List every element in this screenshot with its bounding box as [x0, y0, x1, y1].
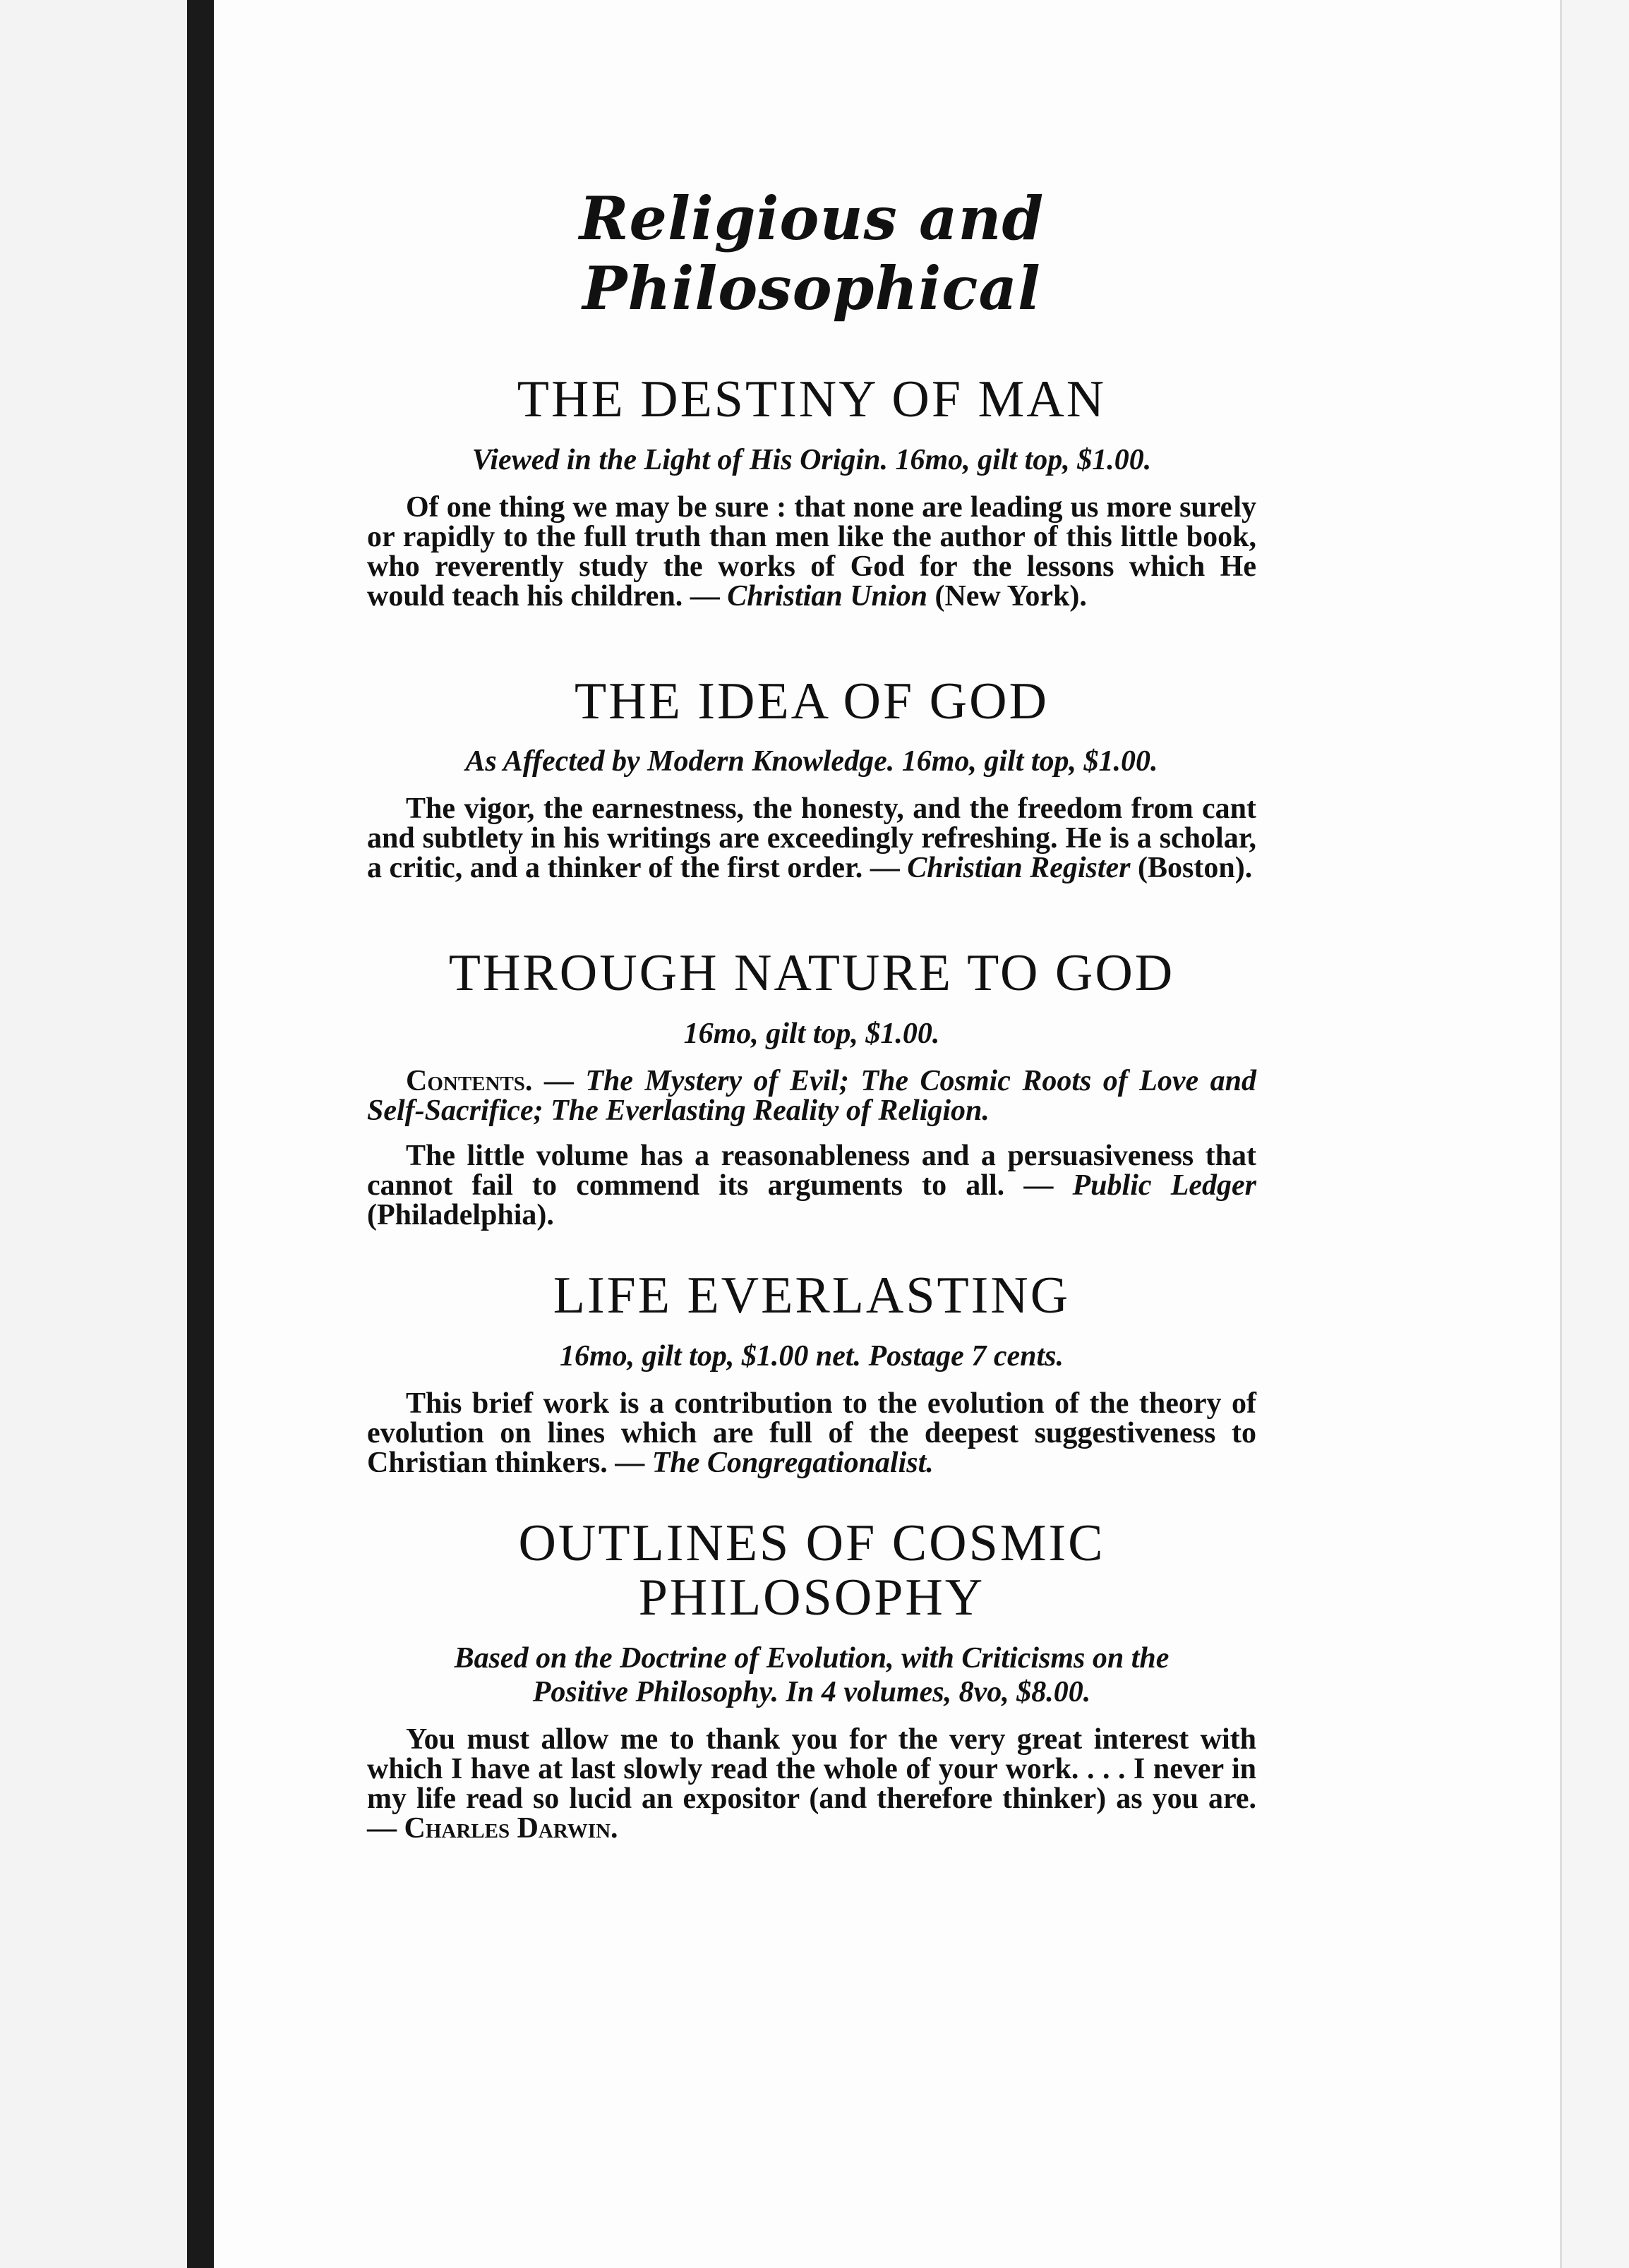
review-source: Christian Register: [907, 852, 1131, 885]
book-review: [367, 1389, 1256, 1478]
contents-label: Contents. —: [406, 1065, 586, 1098]
right-page-edge: [1560, 0, 1629, 2268]
book-title: LIFE EVERLASTING: [553, 1267, 1071, 1325]
book-review: [367, 1725, 1256, 1843]
book-title-line-1: OUTLINES OF COSMIC: [518, 1514, 1105, 1572]
book-subtitle: [367, 1641, 1256, 1709]
review-source: Public Ledger: [1072, 1169, 1256, 1202]
left-margin: [0, 0, 187, 2268]
book-review: [367, 490, 1256, 613]
book-review: [367, 794, 1256, 883]
book-title: THE IDEA OF GOD: [575, 672, 1049, 730]
book-subtitle: 16mo, gilt top, $1.00 net. Postage 7 cents.: [560, 1339, 1064, 1373]
review-text: The little volume has a reasonableness and a persuasiveness that cannot fail to commend its arguments to all. —: [367, 1140, 1256, 1202]
book-contents: [367, 1066, 1256, 1126]
book-subtitle: As Affected by Modern Knowledge. 16mo, gilt top, $1.00.: [465, 745, 1158, 778]
advertisement-content: [367, 183, 1256, 1907]
book-title-line-2: PHILOSOPHY: [638, 1569, 985, 1627]
book-entry-through-nature-to-god: [367, 946, 1256, 1230]
book-entry-outlines-of-cosmic-philosophy: [367, 1516, 1256, 1843]
book-title: [367, 1516, 1256, 1626]
book-title: THROUGH NATURE TO GOD: [448, 944, 1175, 1003]
review-source-place: (Boston).: [1130, 852, 1253, 885]
review-source-place: (New York).: [927, 579, 1087, 613]
book-entry-idea-of-god: [367, 672, 1256, 885]
book-subtitle: 16mo, gilt top, $1.00.: [683, 1018, 940, 1051]
masthead: Religious and Philosophical: [579, 183, 1045, 323]
review-source: Christian Union: [727, 579, 927, 613]
review-text: This brief work is a contribution to the evolution of the theory of evolution on lines which are full of the deepest suggestiveness to Christian thinkers. —: [367, 1387, 1256, 1479]
review-text: You must allow me to thank you for the very great interest with which I have at last slowly read the whole of your work. . . . I never in my life read so lucid an expositor (and therefore thinker) as you are. —: [367, 1723, 1256, 1845]
review-source: The Congregationalist.: [651, 1446, 934, 1479]
review-text: Of one thing we may be sure : that none are leading us more surely or rapidly to the full truth than men like the author of this little book, who reverently study the works of God for the lessons which He would teach his children. —: [367, 490, 1256, 613]
review-source: Charles Darwin.: [404, 1812, 618, 1845]
book-entry-destiny-of-man: [367, 370, 1256, 613]
contents-text: The Mystery of Evil; The Cosmic Roots of Love and Self-Sacrifice; The Everlasting Reality of Religion.: [367, 1065, 1256, 1128]
book-title: THE DESTINY OF MAN: [517, 370, 1107, 428]
book-subtitle-line-1: Based on the Doctrine of Evolution, with Criticisms on the: [454, 1642, 1170, 1675]
review-source-place: (Philadelphia).: [367, 1199, 554, 1232]
book-subtitle-line-2: Positive Philosophy. In 4 volumes, 8vo, $8.00.: [532, 1676, 1091, 1709]
review-text: The vigor, the earnestness, the honesty, and the freedom from cant and subtlety in his writings are exceedingly refreshing. He is a scholar, a critic, and a thinker of the first order. —: [367, 792, 1256, 885]
book-spine-shadow: [187, 0, 214, 2268]
book-subtitle: Viewed in the Light of His Origin. 16mo, gilt top, $1.00.: [471, 443, 1152, 476]
book-review: [367, 1141, 1256, 1230]
book-entry-life-everlasting: [367, 1269, 1256, 1478]
